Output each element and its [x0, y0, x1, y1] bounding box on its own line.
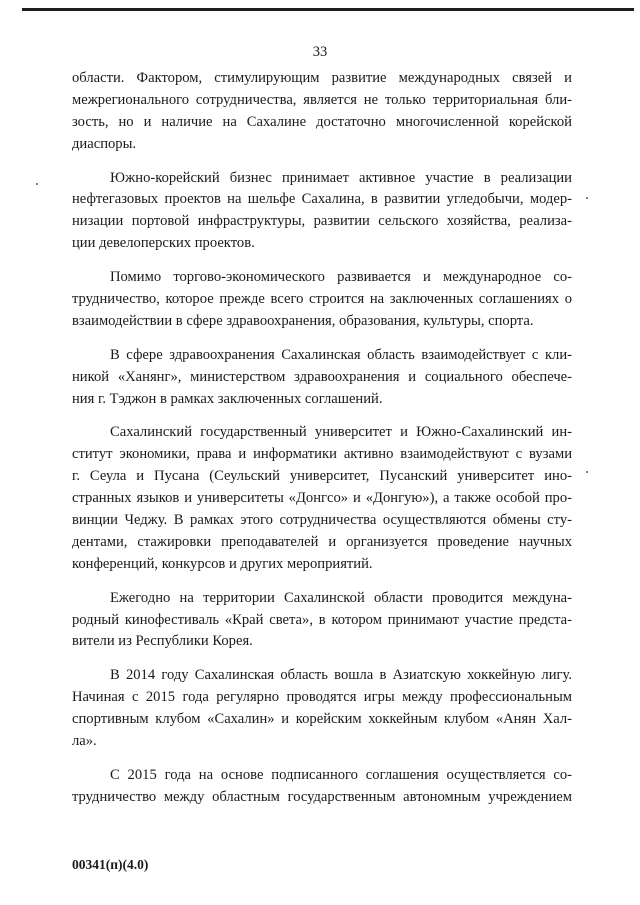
text-line: С 2015 года на основе подписанного соглашения осуществляется со-: [110, 766, 572, 783]
text-line: Ежегодно на территории Сахалинской области проводится междуна-: [110, 589, 572, 606]
text-line: трудничество, которое прежде всего строится на заключенных соглашениях о: [72, 291, 572, 308]
paragraph-gap: [72, 576, 572, 588]
text-line: вители из Республики Корея.: [72, 633, 253, 650]
text-line: Начиная с 2015 года регулярно проводятся игры между профессиональным: [72, 689, 572, 706]
paragraph: [72, 422, 572, 575]
paragraph: [72, 345, 572, 411]
document-code: 00341(п)(4.0): [72, 857, 149, 872]
top-rule: [22, 8, 634, 11]
paragraph-gap: [72, 255, 572, 267]
paragraph: [72, 588, 572, 654]
text-line: межрегионального сотрудничества, является не только территориальная бли-: [72, 91, 572, 108]
paragraph: [72, 765, 572, 809]
text-line: В 2014 году Сахалинская область вошла в Азиатскую хоккейную лигу.: [110, 667, 572, 684]
text-line: Сахалинский государственный университет и Южно-Сахалинский ин-: [110, 424, 572, 441]
text-line: странных языков и университеты «Донгсо» и «Донгую»), а также особой про-: [72, 490, 572, 507]
paragraph: [72, 168, 572, 256]
scan-speck: [586, 471, 588, 473]
text-line: взаимодействии в сфере здравоохранения, образования, культуры, спорта.: [72, 312, 534, 329]
paragraph-gap: [72, 156, 572, 168]
paragraph-gap: [72, 653, 572, 665]
text-line: дентами, стажировки преподавателей и организуется проведение научных: [72, 533, 572, 550]
text-line: В сфере здравоохранения Сахалинская область взаимодействует с кли-: [110, 346, 572, 363]
text-line: Помимо торгово-экономического развивается и международное со-: [110, 269, 572, 286]
text-line: ла».: [72, 733, 97, 750]
text-line: ститут экономики, права и информатики активно взаимодействуют с вузами: [72, 446, 572, 463]
text-line: Южно-корейский бизнес принимает активное участие в реализации: [110, 169, 572, 186]
text-line: области. Фактором, стимулирующим развитие международных связей и: [72, 70, 572, 86]
paragraph: [72, 665, 572, 753]
body-text: [72, 68, 572, 809]
scan-speck: [586, 197, 588, 199]
page-number: 33: [312, 44, 328, 60]
paragraph-gap: [72, 410, 572, 422]
paragraph-gap: [72, 753, 572, 765]
text-line: трудничество между областным государственным автономным учреждением: [72, 788, 572, 805]
text-line: конференций, конкурсов и других мероприятий.: [72, 555, 373, 572]
paragraph: [72, 68, 572, 156]
text-line: ния г. Тэджон в рамках заключенных соглашений.: [72, 390, 383, 407]
scan-speck: [36, 183, 38, 185]
text-line: ции девелоперских проектов.: [72, 235, 255, 252]
text-line: г. Сеула и Пусана (Сеульский университет, Пусанский университет ино-: [72, 468, 572, 485]
text-line: спортивным клубом «Сахалин» и корейским хоккейным клубом «Анян Хал-: [72, 711, 572, 728]
paragraph: [72, 267, 572, 333]
text-line: диаспоры.: [72, 135, 137, 152]
text-line: нефтегазовых проектов на шельфе Сахалина, в развитии угледобычи, модер-: [72, 191, 572, 208]
text-line: зость, но и наличие на Сахалине достаточно многочисленной корейской: [72, 113, 572, 130]
text-line: винции Чеджу. В рамках этого сотрудничества осуществляются обмены сту-: [72, 512, 572, 529]
text-line: родный кинофестиваль «Край света», в котором принимают участие предста-: [72, 611, 572, 628]
text-line: низации портовой инфраструктуры, развитии сельского хозяйства, реализа-: [72, 213, 572, 230]
paragraph-gap: [72, 333, 572, 345]
text-line: никой «Ханянг», министерством здравоохранения и социального обеспече-: [72, 368, 572, 385]
